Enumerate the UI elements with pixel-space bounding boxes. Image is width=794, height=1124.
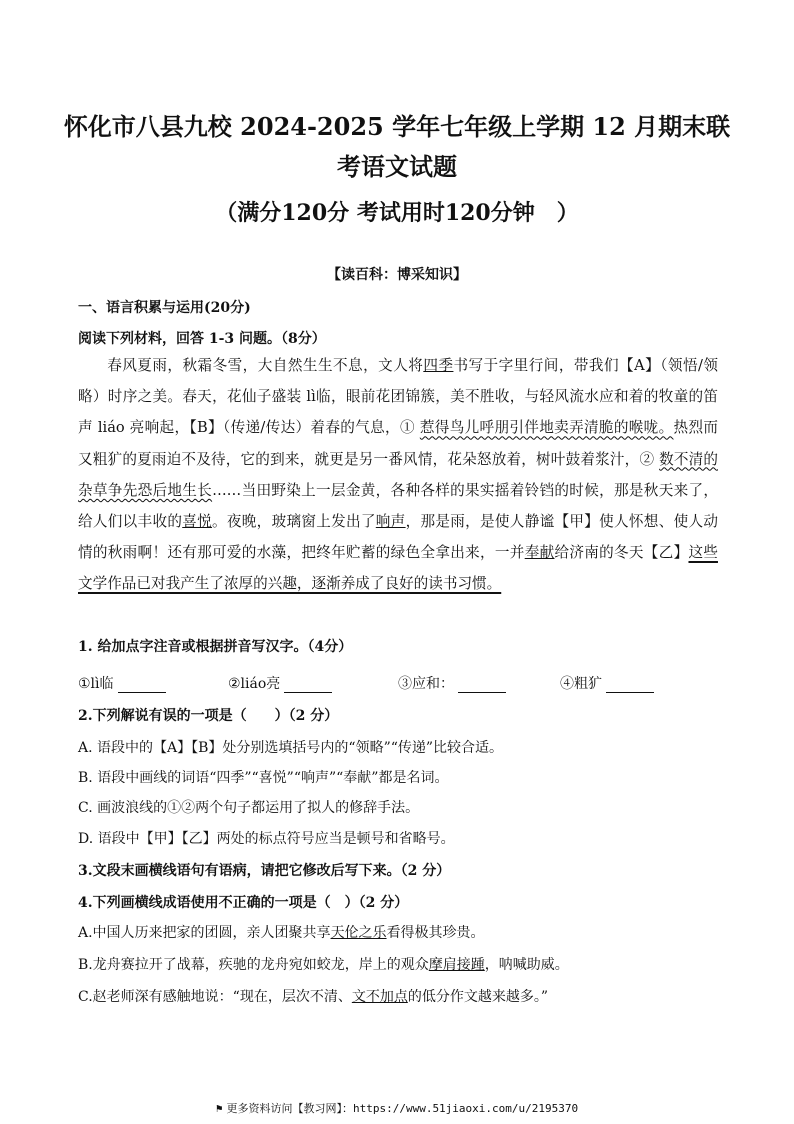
section-banner: 【读百科：博采知识】 [327,267,467,283]
option-text: 看得极其珍贵。 [386,925,485,941]
q2-option-a: A. 语段中的【A】【B】处分别选填括号内的“领略”“传递”比较合适。 [78,740,504,756]
option-text: A.中国人历来把家的团圆，亲人团聚共享 [78,925,331,941]
q4-option-c [78,986,718,1006]
exam-title-line2: 考语文试题 [337,152,457,181]
passage-text: 书写于字里行间，带我们【A】（领悟/领略）时序之美。春天，花仙子盛装 lì临，眼前花团锦簇，美不胜收，与轻风流水应和着的牧童的笛声 liáo 亮响起，【B】（传递/传达）着春的气息，① [78,357,718,437]
answer-blank[interactable] [458,678,506,693]
flag-icon: ⚑ [215,1102,223,1115]
q1-item-3 [398,673,506,693]
answer-blank[interactable] [118,678,166,693]
passage-text: 给济南的冬天【乙】 [554,544,689,562]
footer-text: 更多资料访问【教习网】：https://www.51jiaoxi.com/u/2195370 [226,1102,579,1115]
passage-text: 。夜晚，玻璃窗上发出了 [212,513,376,531]
q1-items [78,673,718,697]
underlined-idiom: 天伦之乐 [330,925,387,941]
answer-blank[interactable] [284,678,332,693]
option-text: C.赵老师深有感触地说：“现在，层次不清、 [78,989,352,1005]
q1-item-2 [228,673,332,693]
underlined-word: 喜悦 [182,513,213,531]
underlined-word: 响声 [375,513,406,531]
option-text: B.龙舟赛拉开了战幕，疾驰的龙舟宛如蛟龙，岸上的观众 [78,957,429,973]
faulty-sentence: 这些文学作品已对我产生了浓厚的兴趣，逐渐养成了良好的读书习惯。 [78,544,718,593]
underlined-idiom: 文不加点 [351,989,408,1005]
underlined-word: 四季 [423,357,454,374]
wavy-sentence-2: 数不清的杂草争先恐后地生长 [78,450,718,499]
q2-option-c: C. 画波浪线的①②两个句子都运用了拟人的修辞手法。 [78,800,420,816]
wavy-sentence-1: 惹得鸟儿呼朋引伴地卖弄清脆的喉咙。 [419,419,674,437]
q2-option-d: D. 语段中【甲】【乙】两处的标点符号应当是顿号和省略号。 [78,831,455,847]
exam-title-line1: 怀化市八县九校 2024-2025 学年七年级上学期 12 月期末联 [63,112,731,141]
passage-text: ，那是雨，是使人静谧【甲】使人怀想、使人动情的秋雨啊！还有那可爱的水藻，把终年贮蓄的绿色全拿出来，一并 [78,513,718,562]
q1-item-4 [560,673,654,693]
reading-intro: 阅读下列材料，回答 1-3 问题。（8分） [78,331,326,347]
passage-text: 春风夏雨，秋霜冬雪，大自然生生不息，文人将 [107,357,424,374]
underlined-word: 奉献 [524,544,555,562]
q1-item-1 [78,673,166,693]
q1-stem: 1. 给加点字注音或根据拼音写汉字。（4分） [78,639,353,655]
q2-option-b: B. 语段中画线的词语“四季”“喜悦”“响声”“奉献”都是名词。 [78,770,449,786]
q1-item-label: ③应和： [398,676,454,692]
q3-stem: 3.文段末画横线语句有语病，请把它修改后写下来。（2 分） [78,863,451,879]
q4-stem: 4.下列画横线成语使用不正确的一项是（ ）（2 分） [78,895,409,911]
q1-item-label: ②liáo亮 [228,676,281,692]
option-text: 的低分作文越来越多。” [407,989,548,1005]
footer-link[interactable] [0,1100,794,1116]
exam-subtitle: （满分120分 考试用时120分钟 ） [215,200,579,226]
q2-stem: 2.下列解说有误的一项是（ ）（2 分） [78,708,339,724]
underlined-idiom: 摩肩接踵 [428,957,485,973]
answer-blank[interactable] [606,678,654,693]
q4-option-a [78,922,718,942]
passage-text: ……当田野染上一层金黄，各种各样的果实摇着铃铛的时候，那是秋天来了，给人们以丰收的 [78,481,718,531]
q1-item-label: ④粗犷 [560,676,602,692]
q4-option-b [78,954,718,974]
q1-item-label: ①lì临 [78,676,114,692]
part1-title: 一、语言积累与运用(20分) [78,300,251,316]
option-text: ，呐喊助威。 [484,957,569,973]
passage-text: 热烈而又粗犷的夏雨迫不及待，它的到来，就更是另一番风情，花朵怒放着，树叶鼓着浆汁，② [78,419,718,468]
reading-passage [78,350,718,600]
